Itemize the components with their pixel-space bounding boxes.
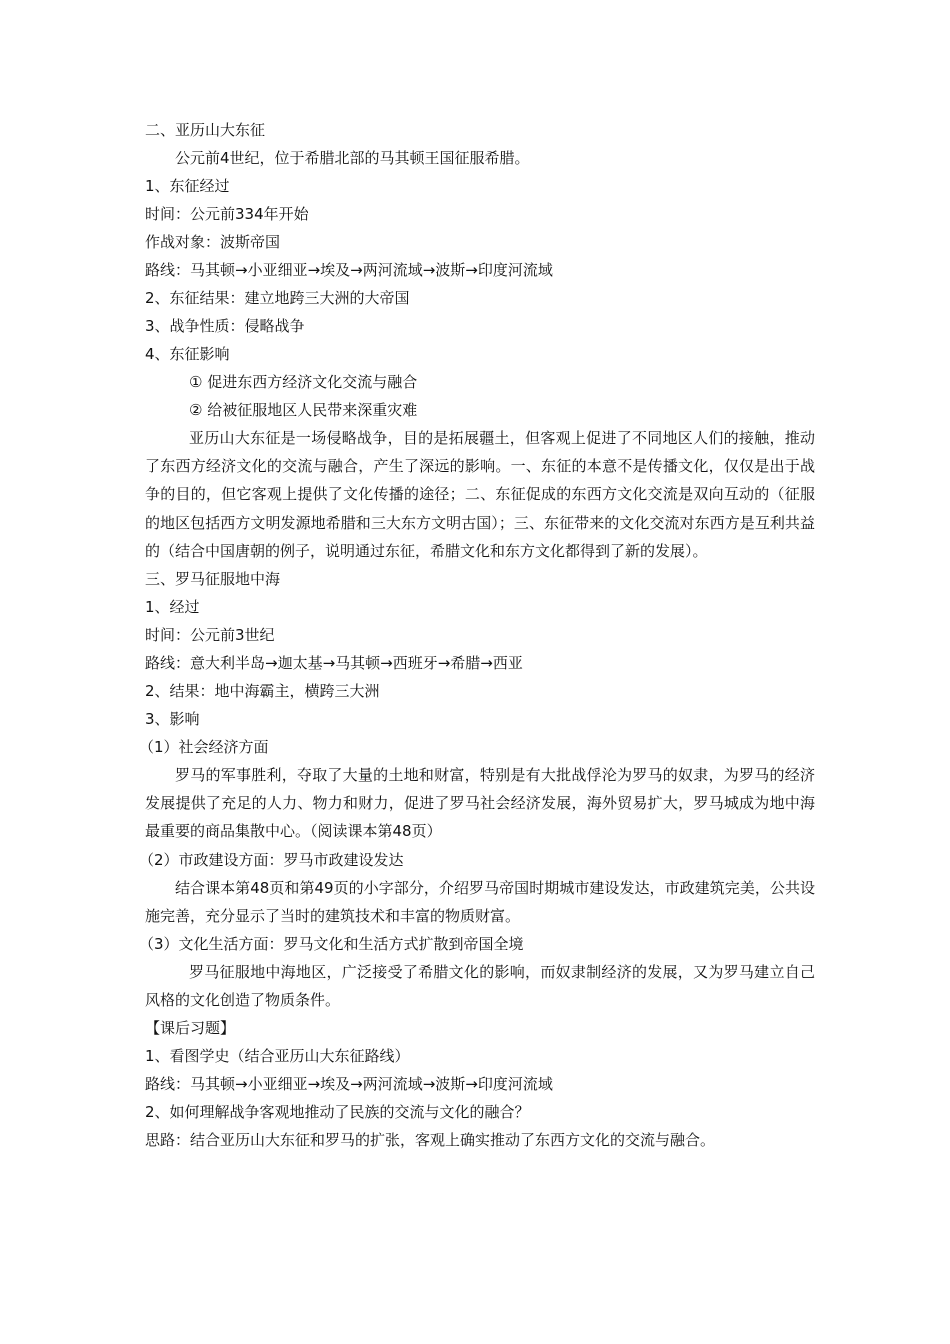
alexander-intro: 公元前4世纪，位于希腊北部的马其顿王国征服希腊。	[175, 149, 530, 167]
subheading-rome-process: 1、经过	[145, 598, 200, 617]
impact-item-2: ② 给被征服地区人民带来深重灾难	[189, 401, 418, 419]
impact-item-1: ① 促进东西方经济文化交流与融合	[189, 373, 418, 391]
rome-time: 时间：公元前3世纪	[145, 626, 275, 645]
campaign-time: 时间：公元前334年开始	[145, 205, 309, 223]
subheading-campaign-process: 1、东征经过	[145, 177, 230, 195]
war-nature: 3、战争性质：侵略战争	[145, 317, 305, 335]
homework-question-1: 1、看图学史（结合亚历山大东征路线）	[145, 1047, 410, 1066]
homework-route: 路线：马其顿→小亚细亚→埃及→两河流域→波斯→印度河流域	[145, 1075, 553, 1094]
impact-culture-heading: （3）文化生活方面：罗马文化和生活方式扩散到帝国全境	[139, 935, 524, 954]
subheading-campaign-impact: 4、东征影响	[145, 345, 230, 363]
campaign-result: 2、东征结果：建立地跨三大洲的大帝国	[145, 289, 410, 307]
campaign-route: 路线：马其顿→小亚细亚→埃及→两河流域→波斯→印度河流域	[145, 261, 553, 279]
subheading-rome-impact: 3、影响	[145, 710, 200, 729]
rome-result: 2、结果：地中海霸主，横跨三大洲	[145, 682, 380, 701]
homework-answer-2: 思路：结合亚历山大东征和罗马的扩张，客观上确实推动了东西方文化的交流与融合。	[145, 1131, 716, 1150]
homework-heading: 【课后习题】	[145, 1019, 236, 1038]
impact-municipal-heading: （2）市政建设方面：罗马市政建设发达	[139, 850, 404, 869]
rome-route: 路线：意大利半岛→迦太基→马其顿→西班牙→希腊→西亚	[145, 654, 523, 673]
campaign-target: 作战对象：波斯帝国	[145, 233, 281, 251]
impact-economy-heading: （1）社会经济方面	[139, 738, 269, 757]
homework-question-2: 2、如何理解战争客观地推动了民族的交流与文化的融合？	[145, 1103, 530, 1122]
alexander-paragraph: 亚历山大东征是一场侵略战争，目的是拓展疆土，但客观上促进了不同地区人们的接触，推动了东西方经济文化的交流与融合，产生了深远的影响。一、东征的本意不是传播文化，仅仅是出于战争的目的，但它客观上提供了文化传播的途径；二、东征促成的东西方文化交流是双向互动的（征服的地区包括西方文明发源地希腊和三大东方文明古国）；三、东征带来的文化交流对东西方是互利共益的（结合中国唐朝的例子，说明通过东征，希腊文化和东方文化都得到了新的发展）。	[145, 429, 815, 560]
impact-culture-paragraph: 罗马征服地中海地区，广泛接受了希腊文化的影响，而奴隶制经济的发展，又为罗马建立自己风格的文化创造了物质条件。	[145, 963, 815, 1010]
section-heading-rome: 三、罗马征服地中海	[145, 570, 281, 589]
section-heading-alexander: 二、亚历山大东征	[145, 121, 266, 139]
impact-municipal-paragraph: 结合课本第48页和第49页的小字部分，介绍罗马帝国时期城市建设发达，市政建筑完美，公共设施完善，充分显示了当时的建筑技术和丰富的物质财富。	[145, 878, 815, 925]
document-body	[139, 116, 815, 1154]
impact-economy-paragraph: 罗马的军事胜利，夺取了大量的土地和财富，特别是有大批战俘沦为罗马的奴隶，为罗马的经济发展提供了充足的人力、物力和财力，促进了罗马社会经济发展，海外贸易扩大，罗马城成为地中海最重要的商品集散中心。（阅读课本第48页）	[145, 766, 815, 841]
